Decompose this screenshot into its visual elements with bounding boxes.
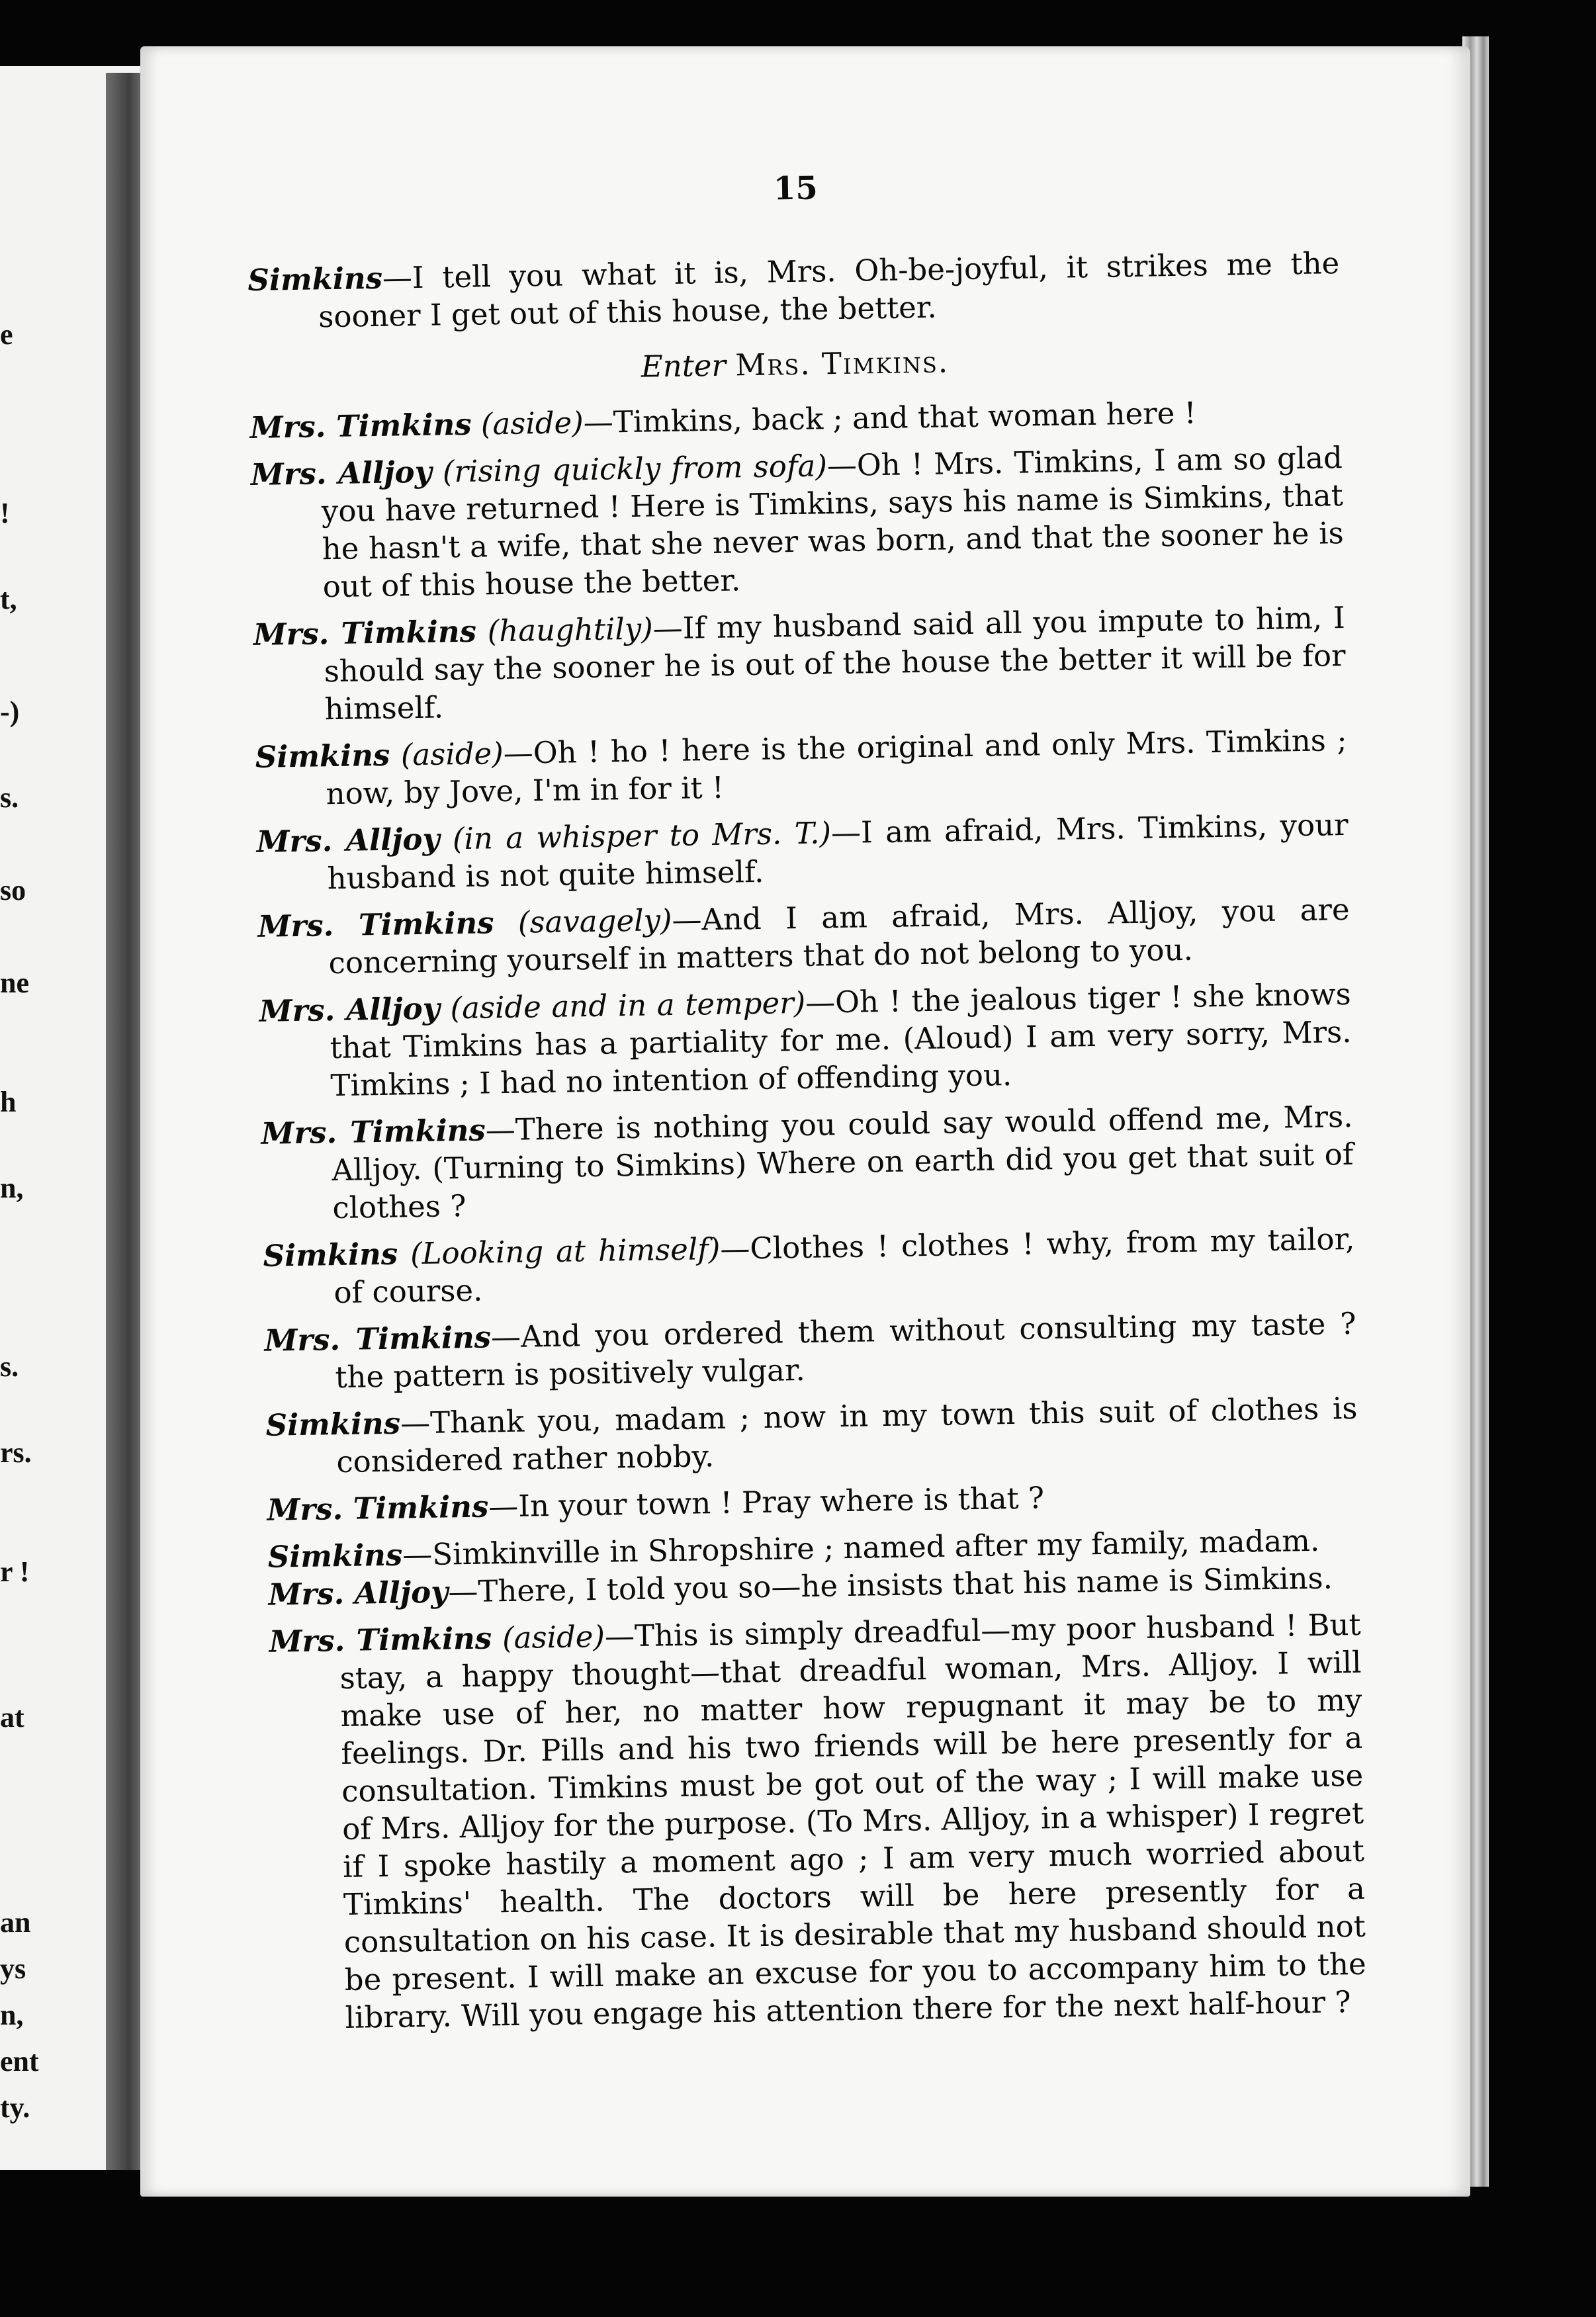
dialogue-text: —In your town ! Pray where is that ?: [488, 1480, 1045, 1524]
dialogue-text: —And I am afraid, Mrs. Alljoy, you are concerning yourself in matters that do not belong to you.: [328, 891, 1350, 981]
speaker-name: Mrs. Alljoy: [250, 454, 433, 492]
page-text: [246, 161, 1367, 2047]
facing-text-fragment: !: [0, 497, 10, 529]
dialogue-text: —Oh ! ho ! here is the original and only Mrs. Timkins ; now, by Jove, I'm in for it !: [326, 722, 1347, 812]
dialogue-line: [249, 392, 1342, 447]
page-number: 15: [773, 169, 819, 208]
dialogue-line: [251, 439, 1345, 607]
facing-text-fragment: ent: [0, 2045, 39, 2077]
speaker-name: Simkins: [265, 1405, 401, 1443]
dialogue-line: [256, 806, 1349, 898]
stage-direction: (haughtily): [487, 611, 654, 649]
facing-text-fragment: e: [0, 318, 13, 351]
facing-text-fragment: rs.: [0, 1436, 32, 1469]
facing-text-fragment: at: [0, 1701, 24, 1733]
facing-text-fragment: an: [0, 1906, 31, 1939]
book-page: [140, 46, 1470, 2197]
dialogue-line: [269, 1606, 1367, 2038]
dialogue-text: —There is nothing you could say would offend me, Mrs. Alljoy. (Turning to Simkins) Where on earth did you get that suit of clothes ?: [332, 1098, 1354, 1226]
facing-text-fragment: so: [0, 874, 26, 906]
facing-text-fragment: n,: [0, 1172, 24, 1204]
speaker-name: Simkins: [263, 1236, 398, 1274]
stage-direction: (aside): [502, 1618, 605, 1656]
speaker-name: Mrs. Timkins: [253, 613, 477, 652]
dialogue-text: —If my husband said all you impute to him, I should say the sooner he is out of the house the better it will be for himself.: [324, 600, 1346, 727]
facing-text-fragment: t,: [0, 583, 17, 615]
speaker-name: Mrs. Timkins: [257, 905, 494, 944]
stage-direction: (savagely): [517, 902, 672, 940]
stage-direction: (rising quickly from sofa): [442, 448, 828, 490]
stage-direction: (Looking at himself): [410, 1231, 721, 1272]
speaker-name: Mrs. Timkins: [269, 1620, 492, 1659]
facing-text-fragment: s.: [0, 781, 19, 814]
facing-text-fragment: ty.: [0, 2091, 30, 2124]
facing-text-fragment: ys: [0, 1952, 26, 1985]
stage-direction: (in a whisper to Mrs. T.): [452, 815, 832, 857]
facing-text-fragment: s.: [0, 1350, 19, 1383]
entrance-verb: Enter: [641, 347, 727, 384]
dialogue-line: [263, 1220, 1356, 1313]
entrance-name: Mrs. Timkins.: [734, 344, 950, 383]
dialogue-text: —Clothes ! clothes ! why, from my tailor, of course.: [333, 1221, 1355, 1311]
facing-text-fragment: r !: [0, 1555, 30, 1588]
speaker-name: Mrs. Timkins: [261, 1112, 486, 1151]
dialogue-text: —Simkinville in Shropshire ; named after my family, madam.: [402, 1522, 1320, 1573]
dialogue-text: —I am afraid, Mrs. Timkins, your husband is not quite himself.: [327, 807, 1349, 896]
dialogue-text: —There, I told you so—he insists that his name is Simkins.: [447, 1560, 1333, 1610]
dialogue-text: —Oh ! Mrs. Timkins, I am so glad you have returned ! Here is Timkins, says his name is Simkins, that he hasn't a wife, that she never was born, and that the sooner he is out of this house the better.: [321, 440, 1345, 605]
speaker-name: Mrs. Alljoy: [268, 1574, 449, 1612]
speaker-name: Mrs. Timkins: [267, 1489, 489, 1528]
dialogue-text: —Timkins, back ; and that woman here !: [583, 395, 1197, 441]
stage-direction: (aside and in a temper): [450, 984, 806, 1026]
stage-direction: (aside): [480, 405, 584, 442]
speaker-name: Simkins: [255, 737, 390, 775]
dialogue-line: [261, 1098, 1354, 1228]
speaker-name: Mrs. Alljoy: [259, 990, 441, 1029]
dialogue-line: [264, 1305, 1357, 1397]
facing-text-fragment: -): [0, 695, 20, 728]
speaker-name: Mrs. Timkins: [249, 406, 472, 445]
facing-text-fragment: ne: [0, 967, 29, 999]
dialogue-line: [259, 975, 1352, 1106]
dialogue-text: —I tell you what it is, Mrs. Oh-be-joyful, it strikes me the sooner I get out of this house, the better.: [318, 245, 1340, 335]
dialogue-line: [253, 599, 1346, 729]
dialogue-text: —Thank you, madam ; now in my town this suit of clothes is considered rather nobby.: [336, 1390, 1358, 1480]
speaker-name: Simkins: [267, 1537, 403, 1575]
dialogue-line: [265, 1389, 1358, 1482]
dialogue-text: —And you ordered them without consulting my taste ? the pattern is positively vulgar.: [335, 1305, 1356, 1395]
dialogue-line: [247, 244, 1341, 337]
dialogue-text: —This is simply dreadful—my poor husband ! But stay, a happy thought—that dreadful woman, Mrs. Alljoy. I will make use of her, no matter how repugnant it may be to my feelings. Dr. Pills and his two friends will be here presently for a consultation. Timkins must be got out of the way ; I will make use of Mrs. Alljoy for the purpose. (To Mrs. Alljoy, in a whisper) I regret if I spoke hastily a moment ago ; I am very much worried about Timkins' health. The doctors will be here presently for a consultation on his case. It is desirable that my husband should not be present. I will make an excuse for you to accompany him to the library. Will you engage his attention there for the next half-hour ?: [339, 1606, 1367, 2035]
speaker-name: Mrs. Timkins: [264, 1319, 492, 1358]
dialogue-line: [255, 721, 1348, 814]
stage-entrance: [249, 337, 1341, 392]
facing-text-fragment: h: [0, 1086, 17, 1118]
stage-direction: (aside): [400, 736, 504, 773]
dialogue-line: [257, 891, 1351, 983]
speaker-name: Mrs. Alljoy: [256, 821, 440, 859]
facing-text-fragment: n,: [0, 1999, 24, 2031]
speaker-name: Simkins: [247, 260, 383, 298]
dialogue-text: —Oh ! the jealous tiger ! she knows that Timkins has a partiality for me. (Aloud) I am very sorry, Mrs. Timkins ; I had no intention of offending you.: [330, 976, 1352, 1104]
dialogue-line: [267, 1474, 1359, 1529]
